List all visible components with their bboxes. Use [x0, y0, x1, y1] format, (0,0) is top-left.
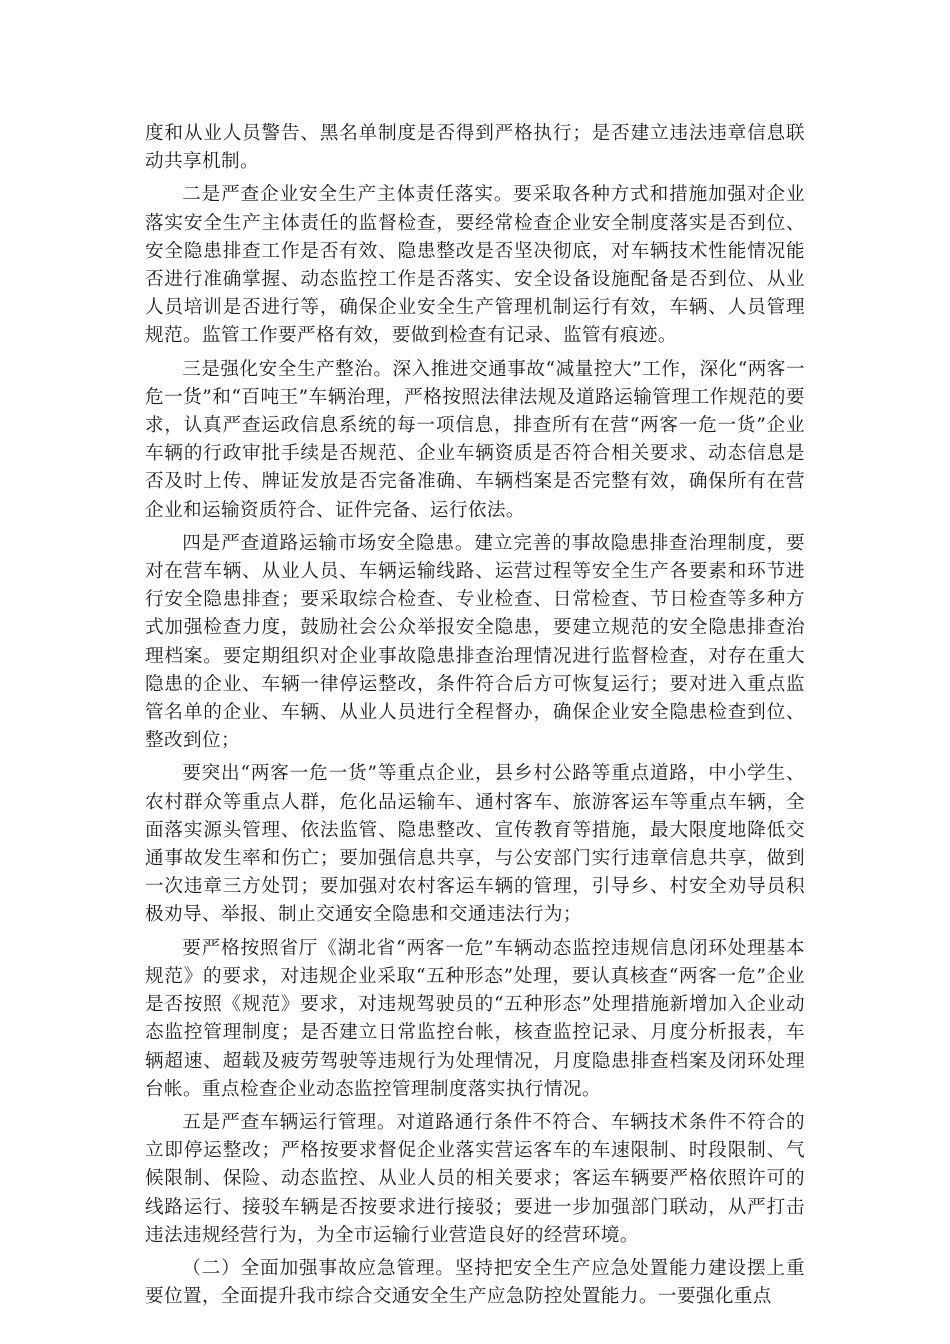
paragraph-hazard-inspection: 四是严查道路运输市场安全隐患。建立完善的事故隐患排查治理制度，要对在营车辆、从业人员、车辆运输线路、运营过程等安全生产各要素和环节进行安全隐患排查；要采取综合检查、专业检查、日常检查、节日检查等多种方式加强检查力度，鼓励社会公众举报安全隐患，要建立规范的安全隐患排查治理档案。要定期组织对企业事故隐患排查治理情况进行监督检查，对存在重大隐患的企业、车辆一律停运整改，条件符合后方可恢复运行；要对进入重点监管名单的企业、车辆、从业人员进行全程督办，确保企业安全隐患检查到位、整改到位；: [145, 532, 805, 752]
paragraph-enterprise-responsibility: 二是严查企业安全生产主体责任落实。要采取各种方式和措施加强对企业落实安全生产主体责任的监督检查，要经常检查企业安全制度落实是否到位、安全隐患排查工作是否有效、隐患整改是否坚决彻底，对车辆技术性能情况能否进行准确掌握、动态监控工作是否落实、安全设备设施配备是否到位、从业人员培训是否进行等，确保企业安全生产管理机制运行有效，车辆、人员管理规范。监管工作要严格有效，要做到检查有记录、监管有痕迹。: [145, 184, 805, 347]
paragraph-safety-rectification: 三是强化安全生产整治。深入推进交通事故“减量控大”工作，深化“两客一危一货”和“百吨王”车辆治理，严格按照法律法规及道路运输管理工作规范的要求，认真严查运政信息系统的每一项信息，排查所有在营“两客一危一货”企业车辆的行政审批手续是否规范、企业车辆资质是否符合相关要求、动态信息是否及时上传、牌证发放是否完备准确、车辆档案是否完整有效，确保所有在营企业和运输资质符合、证件完备、运行依法。: [145, 358, 805, 521]
document-body: [145, 120, 805, 1316]
paragraph-continuation: 度和从业人员警告、黑名单制度是否得到严格执行；是否建立违法违章信息联动共享机制。: [145, 123, 805, 173]
paragraph-emergency-management: （二）全面加强事故应急管理。坚持把安全生产应急处置能力建设摆上重要位置，全面提升我市综合交通安全生产应急防控处置能力。一要强化重点: [145, 1257, 805, 1308]
paragraph-key-focus: 要突出“两客一危一货”等重点企业，县乡村公路等重点道路，中小学生、农村群众等重点人群，危化品运输车、通村客车、旅游客运车等重点车辆，全面落实源头管理、依法监管、隐患整改、宣传教育等措施，最大限度地降低交通事故发生率和伤亡；要加强信息共享，与公安部门实行违章信息共享，做到一次违章三方处罚；要加强对农村客运车辆的管理，引导乡、村安全劝导员积极劝导、举报、制止交通安全隐患和交通违法行为；: [145, 763, 805, 926]
paragraph-dynamic-monitoring: 要严格按照省厅《湖北省“两客一危”车辆动态监控违规信息闭环处理基本规范》的要求，对违规企业采取“五种形态”处理，要认真核查“两客一危”企业是否按照《规范》要求，对违规驾驶员的“五种形态”处理措施新增加入企业动态监控管理制度；是否建立日常监控台帐，核查监控记录、月度分析报表，车辆超速、超载及疲劳驾驶等违规行为处理情况，月度隐患排查档案及闭环处理台帐。重点检查企业动态监控管理制度落实执行情况。: [145, 937, 805, 1100]
paragraph-vehicle-operation: 五是严查车辆运行管理。对道路通行条件不符合、车辆技术条件不符合的立即停运整改；严格按要求督促企业落实营运客车的车速限制、时段限制、气候限制、保险、动态监控、从业人员的相关要求；客运车辆要严格依照许可的线路运行、接驳车辆是否按要求进行接驳；要进一步加强部门联动，从严打击违法违规经营行为，为全市运输行业营造良好的经营环境。: [145, 1111, 805, 1246]
